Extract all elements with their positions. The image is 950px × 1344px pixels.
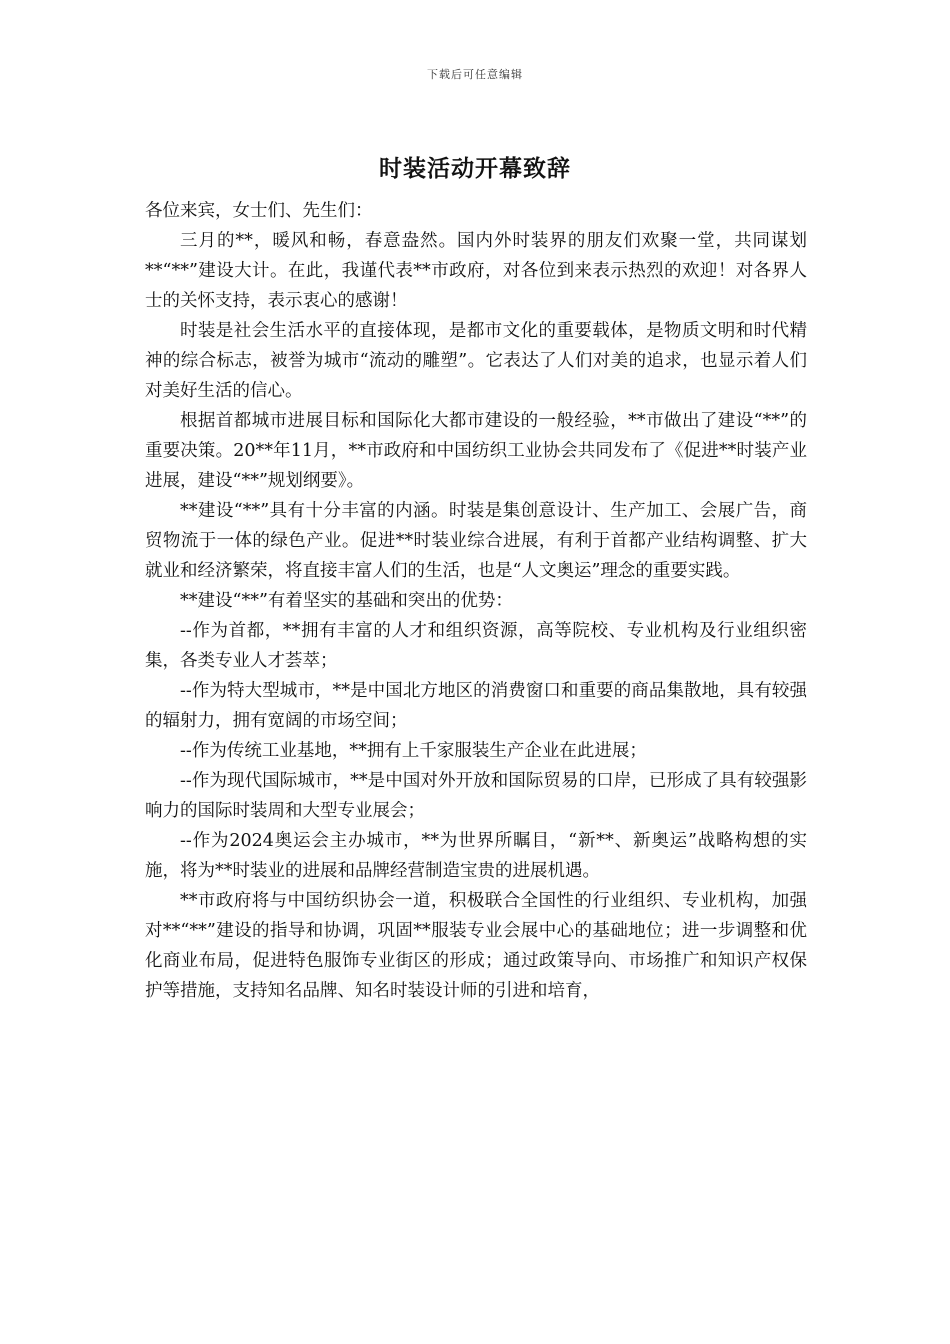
paragraph-fashion-significance: 时装是社会生活水平的直接体现，是都市文化的重要载体，是物质文明和时代精神的综合标志，被誉为城市“流动的雕塑”。它表达了人们对美的追求，也显示着人们对美好生活的信心。 <box>145 321 807 401</box>
list-item-industrial-base: --作为传统工业基地，**拥有上千家服装生产企业在此进展； <box>180 741 647 761</box>
paragraph-government-plan: **市政府将与中国纺织协会一道，积极联合全国性的行业组织、专业机构，加强对**“**”建设的指导和协调，巩固**服装专业会展中心的基础地位；进一步调整和优化商业布局，促进特色服饰专业街区的形成；通过政策导向、市场推广和知识产权保护等措施，支持知名品牌、知名时装设计师的引进和培育， <box>145 891 807 1001</box>
paragraph-connotation: **建设“**”具有十分丰富的内涵。时装是集创意设计、生产加工、会展广告，商贸物流于一体的绿色产业。促进**时装业综合进展，有利于首都产业结构调整、扩大就业和经济繁荣，将直接丰富人们的生活，也是“人文奥运”理念的重要实践。 <box>145 501 807 581</box>
list-item-international-city: --作为现代国际城市，**是中国对外开放和国际贸易的口岸，已形成了具有较强影响力的国际时装周和大型专业展会； <box>145 771 807 821</box>
document-body <box>145 196 807 1006</box>
paragraph-advantages-intro: **建设“**”有着坚实的基础和突出的优势： <box>180 591 513 611</box>
paragraph-welcome: 三月的**，暖风和畅，春意盎然。国内外时装界的朋友们欢聚一堂，共同谋划**“**”建设大计。在此，我谨代表**市政府，对各位到来表示热烈的欢迎！对各界人士的关怀支持，表示衷心的感谢！ <box>145 231 807 311</box>
list-item-olympics: --作为2024奥运会主办城市，**为世界所瞩目，“新**、新奥运”战略构想的实施，将为**时装业的进展和品牌经营制造宝贵的进展机遇。 <box>145 831 807 881</box>
list-item-capital: --作为首都，**拥有丰富的人才和组织资源，高等院校、专业机构及行业组织密集，各类专业人才荟萃； <box>145 621 807 671</box>
document-title: 时装活动开幕致辞 <box>379 155 571 182</box>
header-note: 下载后可任意编辑 <box>427 68 523 81</box>
paragraph-decision: 根据首都城市进展目标和国际化大都市建设的一般经验，**市做出了建设“**”的重要决策。20**年11月，**市政府和中国纺织工业协会共同发布了《促进**时装产业进展，建设“**”规划纲要》。 <box>145 411 807 491</box>
list-item-megacity: --作为特大型城市，**是中国北方地区的消费窗口和重要的商品集散地，具有较强的辐射力，拥有宽阔的市场空间； <box>145 681 807 731</box>
salutation: 各位来宾，女士们、先生们： <box>145 201 373 221</box>
